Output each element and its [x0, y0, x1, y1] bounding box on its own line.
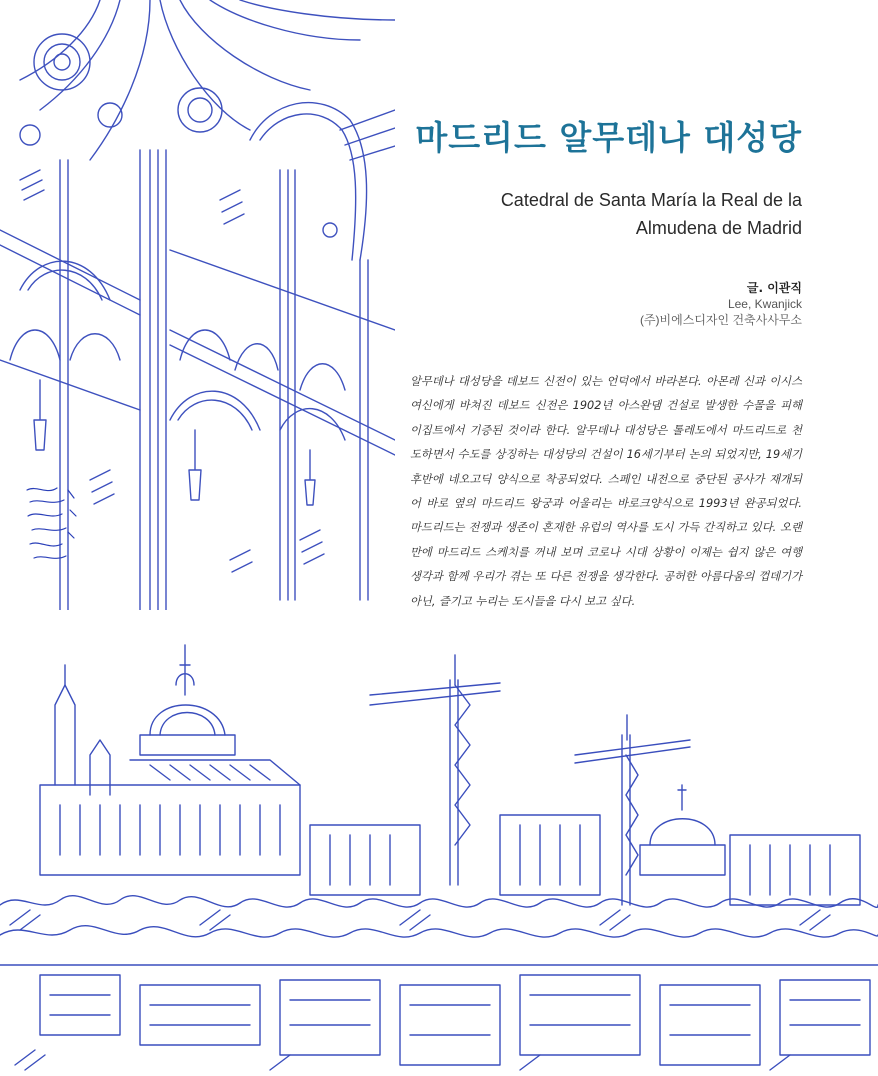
madrid-skyline-sketch	[0, 625, 878, 1076]
author-name: 글. 이관직	[746, 281, 802, 295]
page-subtitle: Catedral de Santa María la Real de la Almudena de Madrid	[500, 190, 802, 238]
article-body: 알무데나 대성당을 데보드 신전이 있는 언덕에서 바라본다. 아몬레 신과 이시스 여신에게 바쳐진 데보드 신전은 1902년 아스완댐 건설로 발생한 수몰을 피해 이집트에서 기증된 것이라 한다. 알무데나 대성당은 톨레도에서 마드리드로 천도하면서 수도를 상징하는 대성당의 건설이 16세기부터 논의 되었지만, 19세기 후반에 네오고딕 양식으로 착공되었다. 스페인 내전으로 중단된 공사가 재개되어 바로 옆의 마드리드 왕궁과 어울리는 바로크양식으로 1993년 완공되었다. 마드리드는 전쟁과 생존이 혼재한 유럽의 역사를 도시 가득 간직하고 있다. 오랜만에 마드리드 스케치를 꺼내 보며 코로나 시대 상황이 이제는 쉽지 않은 여행 생각과 함께 우리가 겪는 또 다른 전쟁을 생각한다. 공허한 아름다움의 껍데기가 아닌, 즐기고 누리는 도시들을 다시 보고 싶다.	[410, 375, 802, 608]
artist-signature	[22, 480, 82, 570]
byline	[640, 280, 802, 328]
author-name-english: Lee, Kwanjick	[727, 297, 802, 311]
page-title: 마드리드 알무데나 대성당	[415, 118, 802, 157]
author-affiliation: (주)비에스디자인 건축사사무소	[639, 313, 802, 327]
